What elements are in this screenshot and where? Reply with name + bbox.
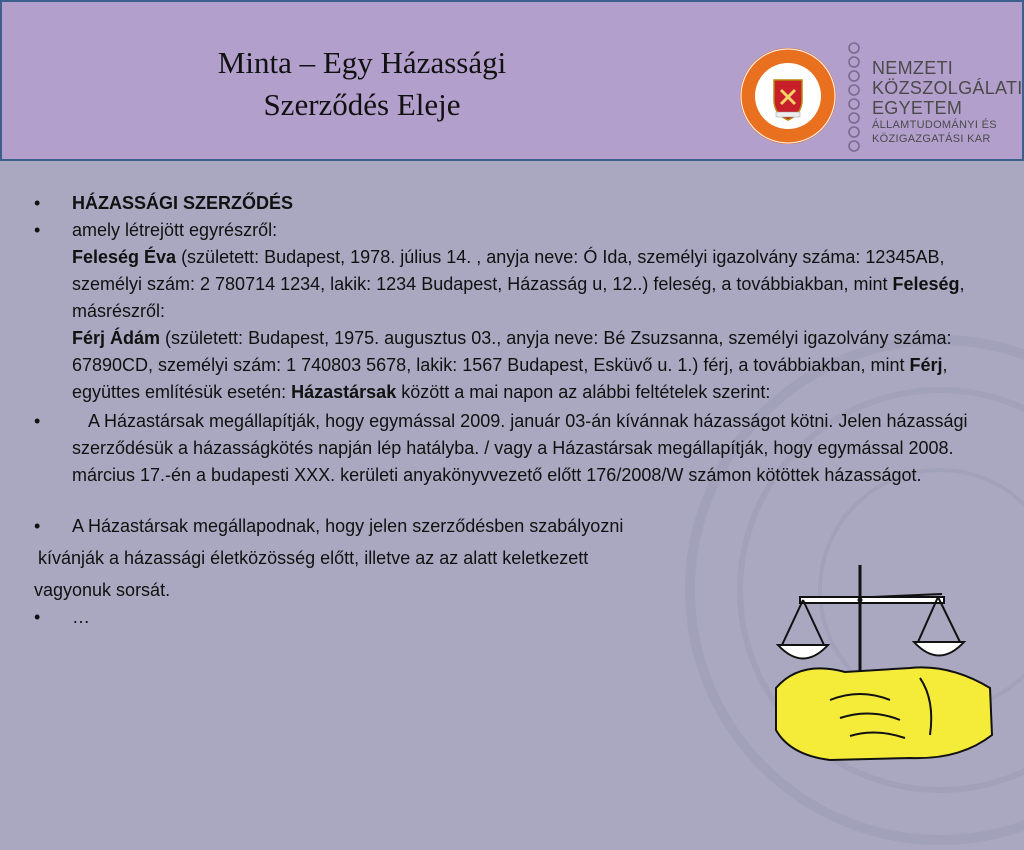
agreement-line-3: vagyonuk sorsát. [34, 580, 171, 600]
university-line-2: KÖZSZOLGÁLATI [872, 78, 1023, 98]
agreement-line-2: kívánják a házassági életközösség előtt, illetve az az alatt keletkezett [38, 548, 589, 568]
comma: , [959, 274, 965, 294]
contract-heading: HÁZASSÁGI SZERZŐDÉS [72, 193, 294, 213]
ellipsis: … [72, 607, 90, 627]
university-line-5: KÖZIGAZGATÁSI KAR [872, 133, 991, 145]
marriage-date-text: A Házastársak megállapítják, hogy egymással 2009. január 03-án kívánnak házasságot kötni. Jelen házassági szerződésük a házasságkötés napján lép hatályba. / vagy a Házastársak megállapítják, hogy egymással 2008. március 17.-én a budapesti XXX. kerületi anyakönyvvezető előtt 176/2008/W számon kötöttek házasságot. [72, 411, 968, 485]
joint-prefix: , együttes említésük esetén: [72, 355, 948, 402]
bullet-parties [34, 217, 994, 406]
other-side-label: másrészről: [72, 301, 166, 321]
university-line-4: ÁLLAMTUDOMÁNYI ÉS [872, 119, 997, 131]
agreement-line-1: A Házastársak megállapodnak, hogy jelen szerződésben szabályozni [72, 516, 624, 536]
bullet-agreement [34, 513, 994, 540]
chain-ornament-icon [845, 40, 863, 156]
husband-name: Férj Ádám [72, 328, 161, 348]
bullet-contract-heading [34, 190, 994, 217]
husband-term: Férj [909, 355, 943, 375]
wife-name: Feleség Éva [72, 247, 177, 267]
joint-term: Házastársak [291, 382, 397, 402]
scales-handshake-icon [770, 560, 1000, 765]
bullet-marriage-date [34, 408, 994, 489]
title-line-2: Szerződés Eleje [263, 87, 461, 122]
university-line-1: NEMZETI [872, 58, 954, 78]
husband-details: (született: Budapest, 1975. augusztus 03., anyja neve: Bé Zsuzsanna, személyi igazolvány száma: 67890CD, személyi szám: 1 740803 5678, lakik: 1567 Budapest, Esküvő u. 1.) férj, a továbbiakban, mint [72, 328, 952, 375]
university-name [872, 58, 1023, 146]
wife-details: (született: Budapest, 1978. július 14. , anyja neve: Ó Ida, személyi igazolvány száma: 12345AB, személyi szám: 2 780714 1234, lakik: 1234 Budapest, Házasság u, 12..) feleség, a továbbiakban, mint [72, 247, 945, 294]
husband-paragraph [72, 325, 994, 406]
slide-header [0, 0, 1024, 161]
slide-title [152, 42, 572, 126]
university-seal-icon [738, 46, 838, 146]
wife-term: Feleség [892, 274, 960, 294]
university-line-3: EGYETEM [872, 98, 963, 118]
wife-paragraph [72, 244, 994, 298]
joint-suffix: között a mai napon az alábbi feltételek szerint: [396, 382, 771, 402]
parties-intro: • amely létrejött egyrészről: [72, 220, 278, 240]
title-line-1: Minta – Egy Házassági [217, 45, 507, 80]
